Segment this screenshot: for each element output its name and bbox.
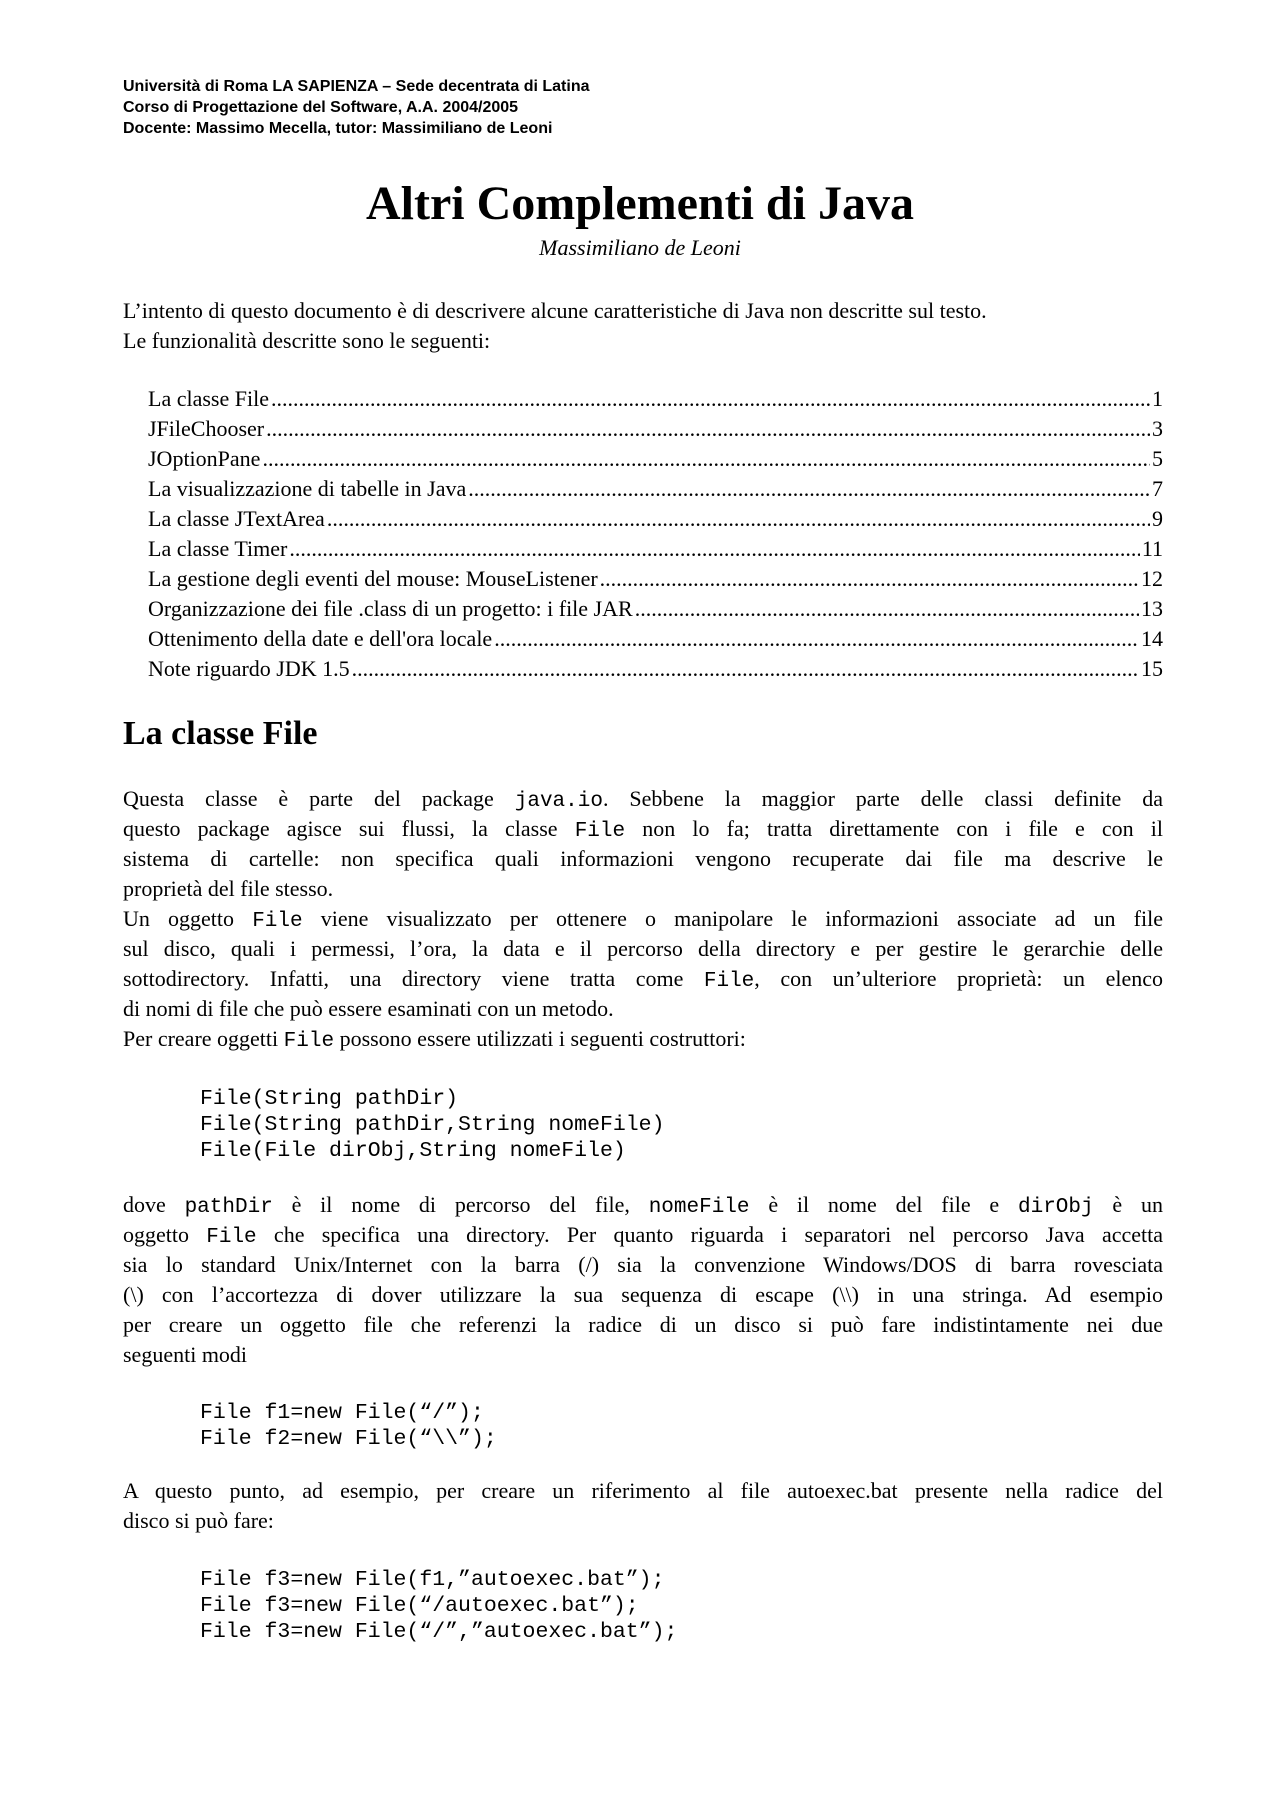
paragraph-autoexec (123, 1476, 1163, 1536)
toc-leader (352, 654, 1139, 684)
toc-entry[interactable] (148, 534, 1163, 564)
toc-leader (262, 444, 1150, 474)
inline-code: File (283, 1030, 335, 1053)
toc-page-number: 5 (1152, 446, 1163, 471)
text-line: oggetto File che specifica una directory. Per quanto riguarda i separatori nel percorso Java accetta (123, 1222, 1163, 1249)
toc-entry[interactable] (148, 504, 1163, 534)
text-line: disco si può fare: (123, 1508, 274, 1533)
toc-page-number: 1 (1152, 386, 1163, 411)
intro-paragraph (123, 296, 1163, 356)
inline-code: File (252, 910, 303, 933)
text-line: seguenti modi (123, 1342, 248, 1367)
toc-page-number: 3 (1152, 416, 1163, 441)
text-line: per creare un oggetto file che referenzi la radice di un disco si può fare indistintamente nei due (123, 1312, 1163, 1337)
inline-code: java.io (514, 790, 603, 813)
toc-entry[interactable] (148, 564, 1163, 594)
document-author: Massimiliano de Leoni (539, 235, 741, 260)
paragraph-constructors (123, 1190, 1163, 1370)
document-title: Altri Complementi di Java (366, 177, 914, 230)
toc-leader (468, 474, 1150, 504)
toc-entry[interactable] (148, 414, 1163, 444)
text-line: sia lo standard Unix/Internet con la barra (/) sia la convenzione Windows/DOS di barra rovesciata (123, 1252, 1163, 1277)
toc-leader (635, 594, 1139, 624)
inline-code: File (703, 970, 755, 993)
text-line: sul disco, quali i permessi, l’ora, la data e il percorso della directory e per gestire le gerarchie delle (123, 936, 1163, 961)
text-line: Questa classe è parte del package java.io. Sebbene la maggior parte delle classi definite da (123, 786, 1163, 813)
toc-leader (327, 504, 1150, 534)
code-block-constructors: File(String pathDir) File(String pathDir,String nomeFile) File(File dirObj,String nomeFile) (200, 1087, 665, 1163)
inline-code: nomeFile (648, 1196, 750, 1219)
toc-label: Organizzazione dei file .class di un progetto: i file JAR (148, 596, 633, 621)
toc-entry[interactable] (148, 654, 1163, 684)
toc-label: Ottenimento della date e dell'ora locale (148, 626, 493, 651)
inline-code: File (206, 1226, 257, 1249)
toc-page-number: 7 (1152, 476, 1163, 501)
toc-page-number: 15 (1141, 656, 1163, 681)
toc-page-number: 11 (1141, 536, 1163, 561)
toc-page-number: 13 (1141, 596, 1163, 621)
header-teacher: Docente: Massimo Mecella, tutor: Massimiliano de Leoni (123, 120, 553, 137)
toc-label: La classe JTextArea (148, 506, 325, 531)
code-block-root-examples: File f1=new File(“/”); File f2=new File(“\\”); (200, 1401, 497, 1451)
toc-entry[interactable] (148, 384, 1163, 414)
toc-label: La visualizzazione di tabelle in Java (148, 476, 467, 501)
text-line: sottodirectory. Infatti, una directory viene tratta come File, con un’ulteriore proprietà: un elenco (123, 966, 1163, 993)
toc-leader (271, 384, 1150, 414)
text-line: di nomi di file che può essere esaminati con un metodo. (123, 996, 614, 1021)
inline-code: dirObj (1018, 1196, 1094, 1219)
institution-header (123, 76, 589, 139)
paragraph-file-intro (123, 784, 1163, 1054)
toc-label: La classe File (148, 386, 269, 411)
intro-line: Le funzionalità descritte sono le seguenti: (123, 328, 491, 353)
toc-label: JOptionPane (148, 446, 261, 471)
text-line: questo package agisce sui flussi, la classe File non lo fa; tratta direttamente con i file e con il (123, 816, 1164, 843)
section-heading: La classe File (123, 715, 318, 752)
toc-leader (289, 534, 1139, 564)
intro-line: L’intento di questo documento è di descrivere alcune caratteristiche di Java non descritte sul testo. (123, 298, 987, 323)
text-line: Per creare oggetti File possono essere utilizzati i seguenti costruttori: (123, 1026, 746, 1053)
text-line: Un oggetto File viene visualizzato per ottenere o manipolare le informazioni associate ad un file (123, 906, 1163, 933)
toc-label: JFileChooser (148, 416, 265, 441)
inline-code: pathDir (184, 1196, 273, 1219)
header-course: Corso di Progettazione del Software, A.A. 2004/2005 (123, 99, 519, 116)
text-line: dove pathDir è il nome di percorso del file, nomeFile è il nome del file e dirObj è un (123, 1192, 1164, 1219)
inline-code: File (574, 820, 626, 843)
toc-page-number: 14 (1141, 626, 1163, 651)
toc-label: Note riguardo JDK 1.5 (148, 656, 350, 681)
toc-entry[interactable] (148, 624, 1163, 654)
text-line: sistema di cartelle: non specifica quali informazioni vengono recuperate dai file ma descrive le (123, 846, 1163, 871)
toc-entry[interactable] (148, 594, 1163, 624)
table-of-contents (148, 384, 1163, 684)
code-block-autoexec: File f3=new File(f1,”autoexec.bat”); File f3=new File(“/autoexec.bat”); File f3=new File(“/”,”autoexec.bat”); (200, 1568, 678, 1644)
toc-leader (600, 564, 1139, 594)
header-university: Università di Roma LA SAPIENZA – Sede decentrata di Latina (123, 78, 590, 95)
toc-entry[interactable] (148, 444, 1163, 474)
text-line: proprietà del file stesso. (123, 876, 334, 901)
toc-leader (266, 414, 1150, 444)
toc-page-number: 12 (1141, 566, 1163, 591)
toc-page-number: 9 (1152, 506, 1163, 531)
toc-entry[interactable] (148, 474, 1163, 504)
toc-label: La classe Timer (148, 536, 288, 561)
text-line: A questo punto, ad esempio, per creare un riferimento al file autoexec.bat presente nella radice del (123, 1478, 1163, 1503)
toc-leader (494, 624, 1139, 654)
text-line: (\) con l’accortezza di dover utilizzare la sua sequenza di escape (\\) in una stringa. Ad esempio (123, 1282, 1163, 1307)
toc-label: La gestione degli eventi del mouse: MouseListener (148, 566, 598, 591)
